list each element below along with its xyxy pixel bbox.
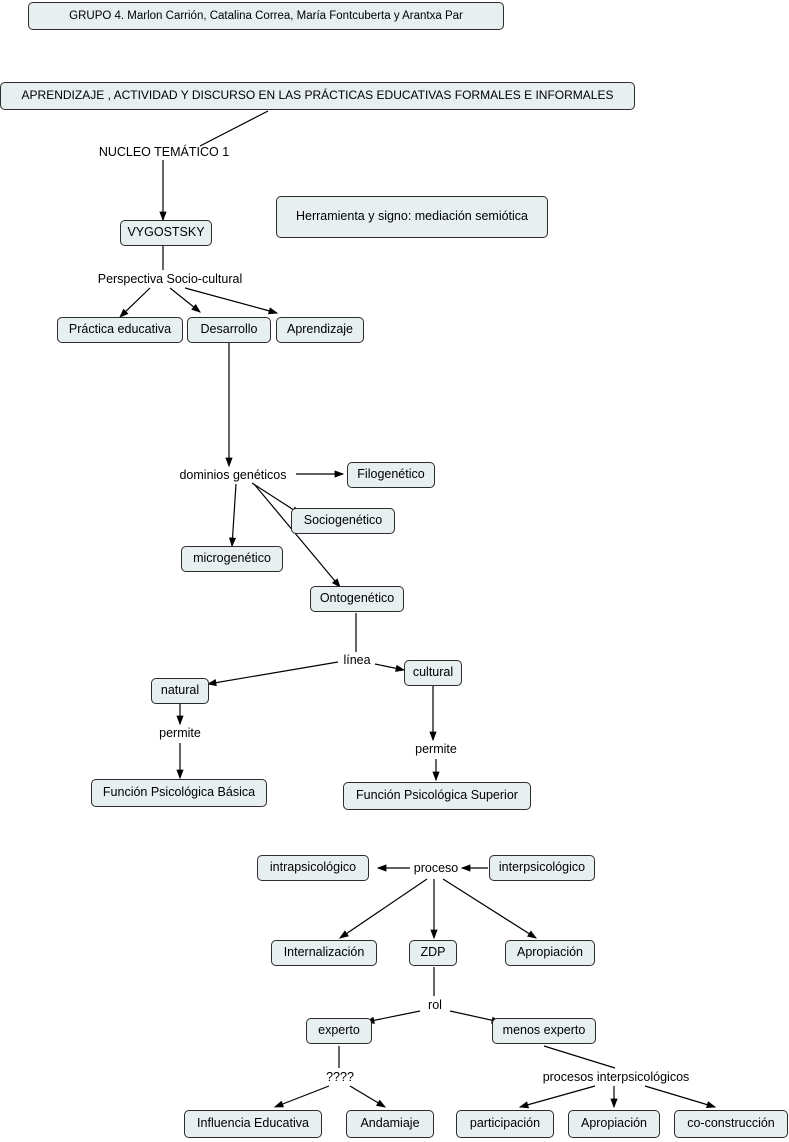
filogenetico-node: Filogenético (347, 462, 435, 488)
desarrollo-node: Desarrollo (187, 317, 271, 343)
rol-label: rol (428, 998, 442, 1012)
proceso-label: proceso (413, 861, 459, 875)
practica-educativa-node: Práctica educativa (57, 317, 183, 343)
group-title-label: GRUPO 4. Marlon Carrión, Catalina Correa, María Fontcuberta y Arantxa Par (69, 9, 463, 22)
vygostsky-node: VYGOSTSKY (120, 220, 212, 246)
perspectiva-socio-cultural-label: Perspectiva Socio-cultural (97, 272, 243, 286)
funcion-psicologica-superior-node: Función Psicológica Superior (343, 782, 531, 810)
cultural-node: cultural (404, 660, 462, 686)
permite-label-2: permite (415, 742, 457, 756)
permite-label-1: permite (159, 726, 201, 740)
procesos-interpsicologicos-label: procesos interpsicológicos (542, 1070, 690, 1084)
co-construccion-node: co-construcción (674, 1110, 788, 1138)
experto-node: experto (306, 1018, 372, 1044)
intrapsicologico-node: intrapsicológico (257, 855, 369, 881)
aprendizaje-node: Aprendizaje (276, 317, 364, 343)
nucleo-tematico-label: NUCLEO TEMÁTICO 1 (98, 145, 230, 159)
main-title-box (0, 82, 635, 110)
zdp-node: ZDP (409, 940, 457, 966)
apropiacion-node-2: Apropiación (568, 1110, 660, 1138)
ontogenetico-node: Ontogenético (310, 586, 404, 612)
apropiacion-node: Apropiación (505, 940, 595, 966)
interpsicologico-node: interpsicológico (489, 855, 595, 881)
interrogantes-label: ???? (326, 1070, 354, 1084)
influencia-educativa-node: Influencia Educativa (184, 1110, 322, 1138)
herramienta-signo-node: Herramienta y signo: mediación semiótica (276, 196, 548, 238)
sociogenetico-node: Sociogenético (291, 508, 395, 534)
dominios-geneticos-label: dominios genéticos (179, 468, 287, 482)
microgenetico-node: microgenético (181, 546, 283, 572)
natural-node: natural (151, 678, 209, 704)
main-title-label: APRENDIZAJE , ACTIVIDAD Y DISCURSO EN LAS PRÁCTICAS EDUCATIVAS FORMALES E INFORMALES (21, 88, 614, 103)
internalizacion-node: Internalización (271, 940, 377, 966)
linea-label: línea (343, 653, 371, 667)
funcion-psicologica-basica-node: Función Psicológica Básica (91, 779, 267, 807)
group-title-box (28, 2, 504, 30)
participacion-node: participación (456, 1110, 554, 1138)
andamiaje-node: Andamiaje (346, 1110, 434, 1138)
menos-experto-node: menos experto (492, 1018, 596, 1044)
